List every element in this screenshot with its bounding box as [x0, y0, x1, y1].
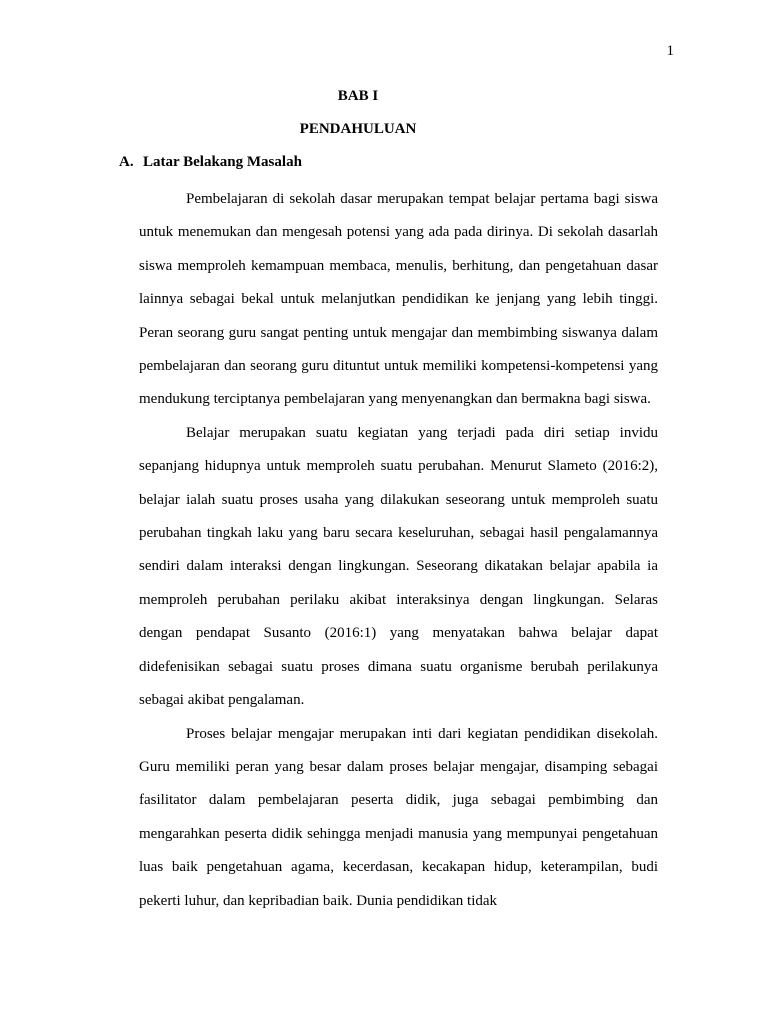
- body-text: [139, 183, 658, 918]
- section-heading: [119, 154, 302, 171]
- paragraph: Pembelajaran di sekolah dasar merupakan tempat belajar pertama bagi siswa untuk menemukan dan mengesah potensi yang ada pada dirinya. Di sekolah dasarlah siswa memproleh kemampuan membaca, menulis, berhitung, dan pengetahuan dasar lainnya sebagai bekal untuk melanjutkan pendidikan ke jenjang yang lebih tinggi. Peran seorang guru sangat penting untuk mengajar dan membimbing siswanya dalam pembelajaran dan seorang guru dituntut untuk memiliki kompetensi-kompetensi yang mendukung terciptanya pembelajaran yang menyenangkan dan bermakna bagi siswa.: [139, 191, 658, 408]
- chapter-title: BAB I: [337, 88, 379, 104]
- chapter-subtitle: PENDAHULUAN: [299, 121, 417, 137]
- section-letter: A.: [119, 154, 134, 170]
- page-number: 1: [666, 43, 674, 59]
- paragraph: Belajar merupakan suatu kegiatan yang terjadi pada diri setiap invidu sepanjang hidupnya untuk memproleh suatu perubahan. Menurut Slameto (2016:2), belajar ialah suatu proses usaha yang dilakukan seseorang untuk memproleh suatu perubahan tingkah laku yang baru secara keseluruhan, sebagai hasil pengalamannya sendiri dalam interaksi dengan lingkungan. Seseorang dikatakan belajar apabila ia memproleh perubahan perilaku akibat interaksinya dengan lingkungan. Selaras dengan pendapat Susanto (2016:1) yang menyatakan bahwa belajar dapat didefenisikan sebagai suatu proses dimana suatu organisme berubah perilakunya sebagai akibat pengalaman.: [139, 424, 658, 709]
- section-title: Latar Belakang Masalah: [143, 154, 302, 170]
- paragraph: Proses belajar mengajar merupakan inti dari kegiatan pendidikan disekolah. Guru memiliki peran yang besar dalam proses belajar mengajar, disamping sebagai fasilitator dalam pembelajaran peserta didik, juga sebagai pembimbing dan mengarahkan peserta didik sehingga menjadi manusia yang mempunyai pengetahuan luas baik pengetahuan agama, kecerdasan, kecakapan hidup, keterampilan, budi pekerti luhur, dan kepribadian baik. Dunia pendidikan tidak: [139, 725, 658, 909]
